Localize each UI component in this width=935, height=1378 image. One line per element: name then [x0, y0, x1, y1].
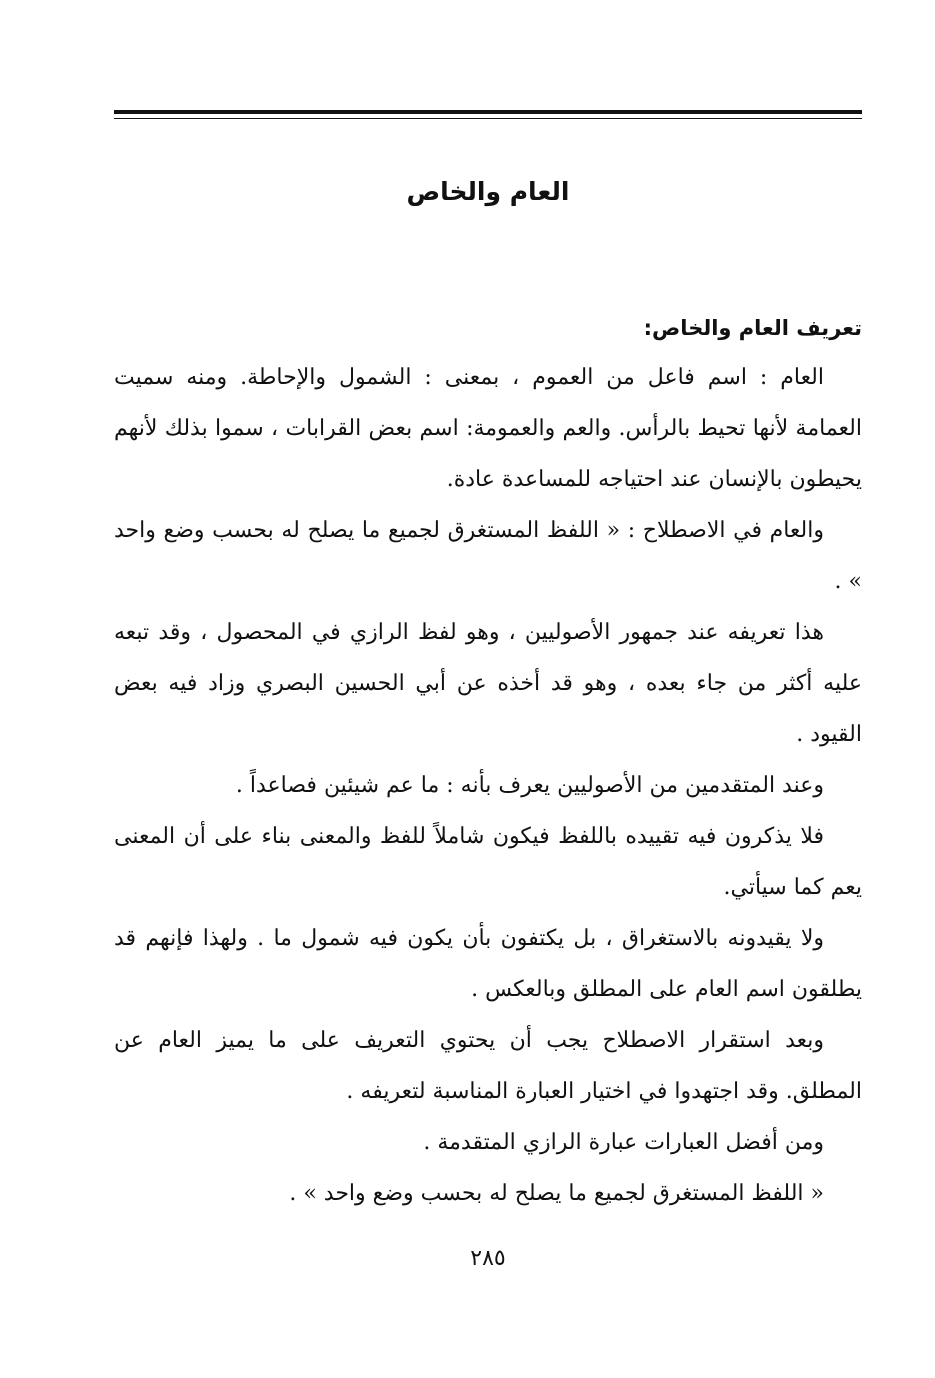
top-rule-thin [114, 118, 862, 119]
paragraph: ومن أفضل العبارات عبارة الرازي المتقدمة . [423, 1130, 824, 1155]
paragraph: هذا تعريفه عند جمهور الأصوليين ، وهو لفظ الرازي في المحصول ، وقد تبعه عليه أكثر من جاء بعده ، وهو قد أخذه عن أبي الحسين البصري وزاد فيه بعض القيود . [114, 620, 863, 747]
paragraph: العام : اسم فاعل من العموم ، بمعنى : الشمول والإحاطة. ومنه سميت العمامة لأنها تحيط بالرأس. والعم والعمومة: اسم بعض القرابات ، سموا بذلك لأنهم يحيطون بالإنسان عند احتياجه للمساعدة عادة. [114, 365, 862, 492]
paragraph: ولا يقيدونه بالاستغراق ، بل يكتفون بأن يكون فيه شمول ما . ولهذا فإنهم قد يطلقون اسم العام على المطلق وبالعكس . [114, 926, 862, 1002]
paragraph: فلا يذكرون فيه تقييده باللفظ فيكون شاملاً للفظ والمعنى بناء على أن المعنى يعم كما سيأتي. [114, 824, 862, 900]
page-title: العام والخاص [406, 177, 570, 206]
paragraph: والعام في الاصطلاح : « اللفظ المستغرق لجميع ما يصلح له بحسب وضع واحد » . [114, 518, 862, 594]
section-heading: تعريف العام والخاص: [643, 316, 862, 340]
body-text [114, 312, 862, 1219]
page-number: ٢٨٥ [470, 1246, 506, 1271]
paragraph: وبعد استقرار الاصطلاح يجب أن يحتوي التعريف على ما يميز العام عن المطلق. وقد اجتهدوا في اختيار العبارة المناسبة لتعريفه . [114, 1028, 862, 1104]
top-rule-thick [114, 110, 862, 114]
paragraph: « اللفظ المستغرق لجميع ما يصلح له بحسب وضع واحد » . [289, 1181, 824, 1206]
paragraph: وعند المتقدمين من الأصوليين يعرف بأنه : ما عم شيئين فصاعداً . [235, 773, 824, 798]
